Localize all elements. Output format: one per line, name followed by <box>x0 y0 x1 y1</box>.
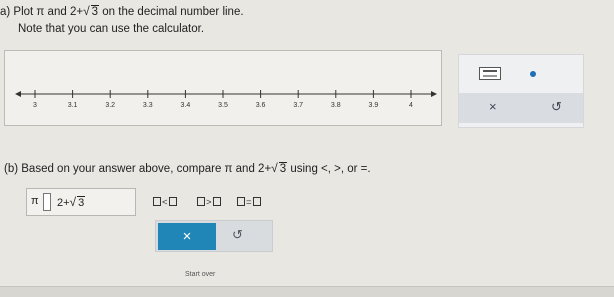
undo-button[interactable]: ↺ <box>232 227 243 242</box>
equals-button[interactable]: = <box>236 197 262 208</box>
clear-tool-button[interactable]: × <box>489 99 497 114</box>
tick-group <box>33 90 413 109</box>
tick-label: 3.7 <box>293 102 304 109</box>
tick-label: 3.5 <box>218 102 228 109</box>
part-b-suffix: using <, >, or =. <box>290 163 371 175</box>
tick-label: 3.9 <box>368 102 379 109</box>
clear-button[interactable]: × <box>158 223 216 250</box>
less-than-button[interactable]: < <box>152 197 178 208</box>
tick-label: 3.1 <box>67 102 78 109</box>
eraser-tool-button[interactable] <box>479 67 501 80</box>
number-line-panel[interactable] <box>4 50 442 126</box>
point-tool-button[interactable] <box>530 71 536 77</box>
tool-action-bar <box>459 93 583 123</box>
greater-than-button[interactable]: > <box>196 197 222 208</box>
part-a-prefix: a) Plot π and 2+ <box>0 6 84 18</box>
answer-right-expression: 2+√ 3 <box>57 195 85 209</box>
tick-label: 3.8 <box>330 102 341 109</box>
part-b-radicand: 3 <box>279 163 287 175</box>
comparison-slot[interactable] <box>43 193 51 211</box>
part-a-instruction: a) Plot π and 2+√ 3 on the decimal number line. <box>0 4 244 18</box>
tick-label: 3.3 <box>142 102 153 109</box>
bottom-bar <box>0 286 614 297</box>
tick-label: 4 <box>409 102 413 109</box>
part-a-suffix: on the decimal number line. <box>102 6 244 18</box>
axis-left-arrow <box>15 91 21 97</box>
undo-tool-button[interactable]: ↺ <box>551 99 562 114</box>
eraser-icon <box>483 70 497 72</box>
compare-action-bar <box>155 220 273 252</box>
calculator-note: Note that you can use the calculator. <box>18 23 205 35</box>
answer-box <box>26 188 136 216</box>
graph-tool-panel <box>458 54 584 128</box>
tick-label: 3.6 <box>255 102 266 109</box>
pi-symbol: π <box>31 195 39 207</box>
axis-right-arrow <box>431 91 437 97</box>
part-b-prefix: (b) Based on your answer above, compare π and 2+ <box>4 163 272 175</box>
start-over-link[interactable]: Start over <box>185 271 216 278</box>
part-b-instruction: (b) Based on your answer above, compare π and 2+√ 3 using <, >, or =. <box>4 161 371 175</box>
tick-label: 3.4 <box>180 102 191 109</box>
part-a-radicand: 3 <box>91 6 99 18</box>
tick-label: 3.2 <box>105 102 116 109</box>
number-line[interactable] <box>5 51 443 127</box>
tick-label: 3 <box>33 102 37 109</box>
